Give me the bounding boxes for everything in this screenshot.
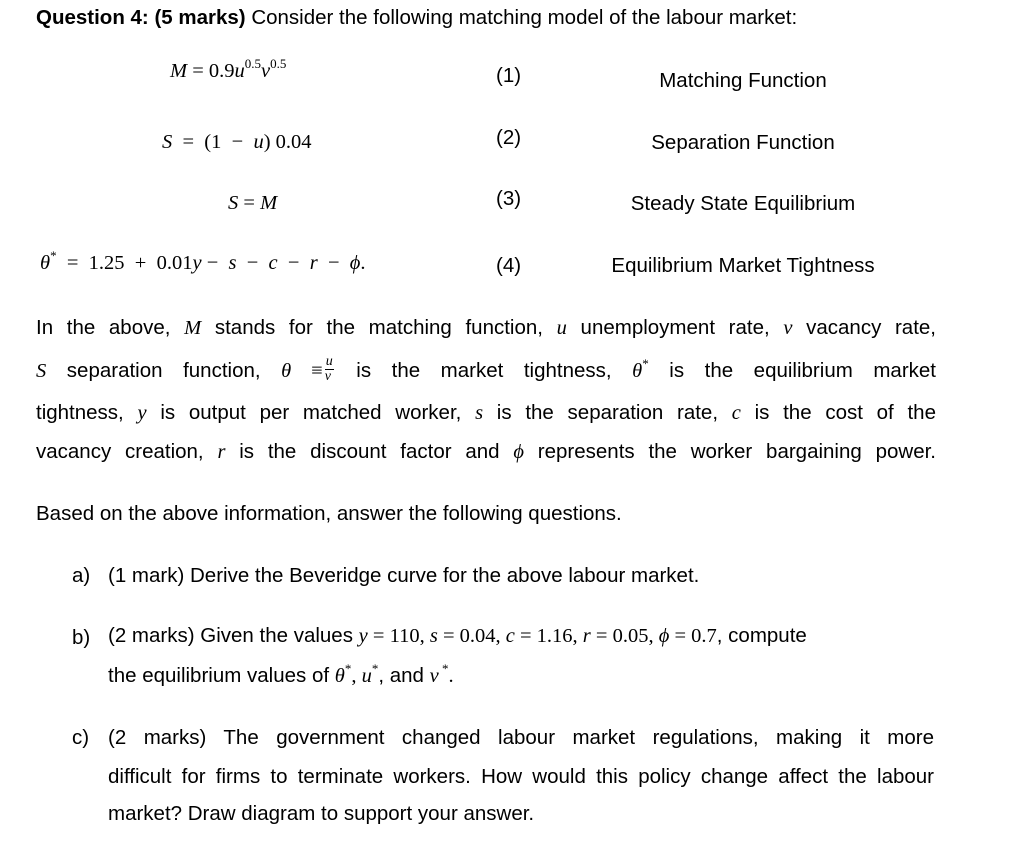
intro-line-4: vacancy creation, r is the discount factor and ϕ represents the worker bargaining power. — [36, 440, 936, 463]
equation-4: θ* = 1.25 + 0.01y − s − c − r − ϕ. — [40, 248, 366, 274]
intro-line-3: tightness, y is output per matched worker, s is the separation rate, c is the cost of the — [36, 401, 936, 424]
equation-3-number: (3) — [496, 187, 522, 210]
equation-4-label: Equilibrium Market Tightness — [611, 254, 875, 277]
equation-2-label: Separation Function — [651, 131, 835, 154]
question-a-label: a) — [72, 564, 91, 587]
question-title — [36, 6, 797, 30]
question-intro: Consider the following matching model of the labour market: — [245, 6, 798, 29]
question-b-label: b) — [72, 626, 91, 649]
question-c-line-2: difficult for firms to terminate workers. How would this policy change affect the labour — [108, 765, 934, 788]
intro-line-1: In the above, M stands for the matching function, u unemployment rate, v vacancy rate, — [36, 316, 936, 339]
equation-2-number: (2) — [496, 126, 522, 149]
question-b-line-1: (2 marks) Given the values y = 110, s = 0.04, c = 1.16, r = 0.05, ϕ = 0.7, compute — [108, 624, 807, 647]
equation-2: S = (1 − u) 0.04 — [162, 131, 312, 153]
equation-1-number: (1) — [496, 64, 522, 87]
question-a-text: (1 mark) Derive the Beveridge curve for the above labour market. — [108, 564, 700, 587]
equation-3-label: Steady State Equilibrium — [630, 192, 856, 215]
question-b-line-2: the equilibrium values of θ*, u*, and v *. — [108, 661, 454, 687]
question-c-line-3: market? Draw diagram to support your answer. — [108, 802, 535, 825]
u-over-v-fraction: $\frac{u}{v}$ — [324, 354, 333, 384]
question-c-line-1: (2 marks) The government changed labour market regulations, making it more — [108, 726, 934, 749]
equation-3: S = M — [228, 192, 278, 214]
question-c-label: c) — [72, 726, 90, 749]
equation-1: $M = 0.9u^{0.5}v^{0.5}$ — [170, 56, 287, 82]
question-number: Question 4: (5 marks) — [36, 6, 246, 29]
answer-prompt: Based on the above information, answer the following questions. — [36, 502, 622, 525]
equation-4-number: (4) — [496, 254, 522, 277]
equation-1-label: Matching Function — [659, 69, 827, 92]
intro-line-2: S separation function, θ ≡ $\frac{u}{v}$ is the market tightness, θ* is the equilibrium market — [36, 354, 936, 384]
